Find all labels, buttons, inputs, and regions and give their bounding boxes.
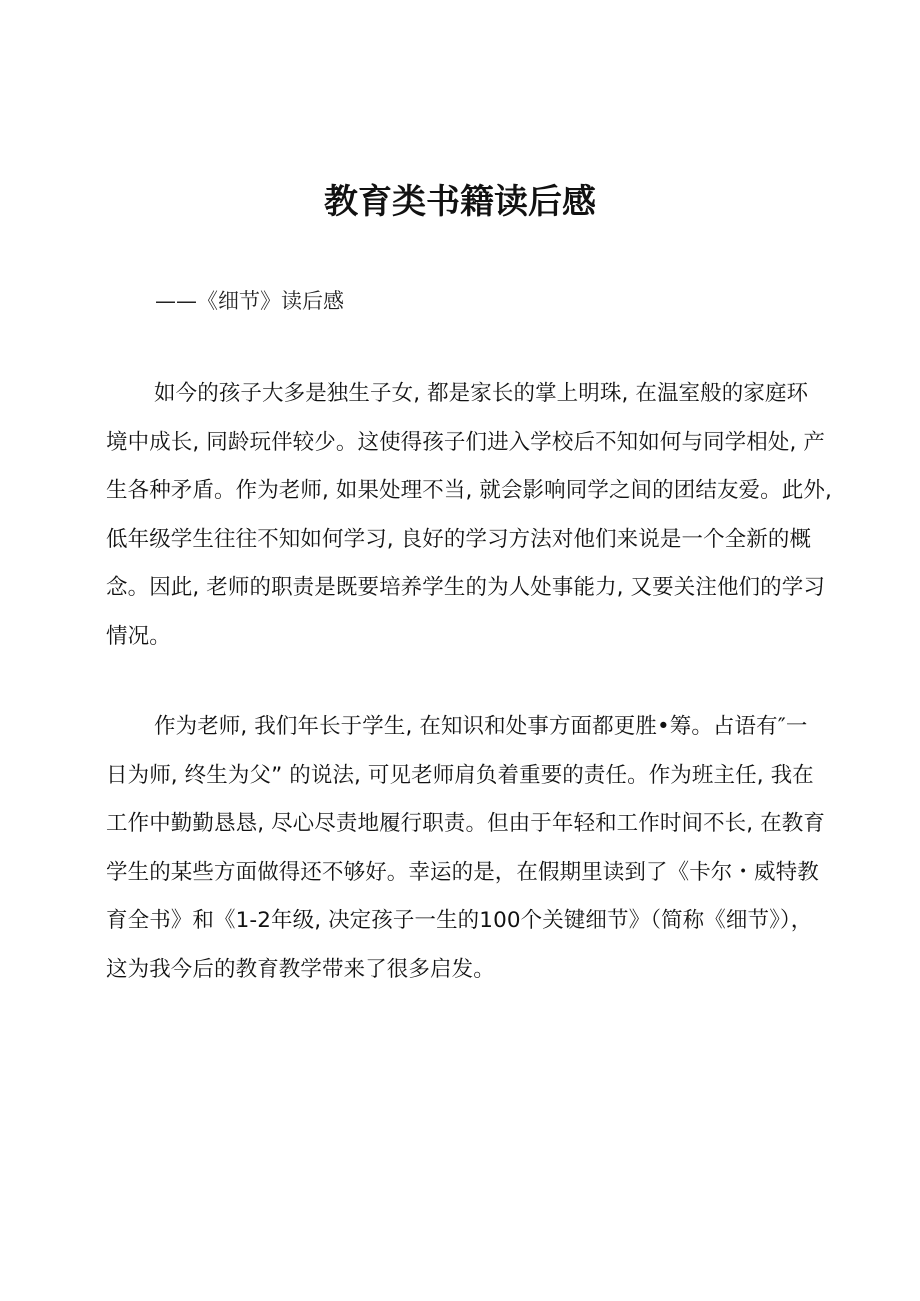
paragraph-line: 这为我今后的教育教学带来了很多启发。 (106, 956, 495, 982)
document-subtitle: ——《细节》读后感 (155, 289, 344, 313)
paragraph-line: 念。因此, 老师的职责是既要培养学生的为人处事能力, 又要关注他们的学习 (106, 575, 825, 600)
paragraph-line: 作为老师, 我们年长于学生, 在知识和处事方面都更胜•筹。占语有″一 (154, 714, 808, 739)
paragraph-1 (106, 370, 832, 661)
paragraph-line: 工作中勤勤恳恳, 尽心尽责地履行职责。但由于年轻和工作时间不长, 在教育 (106, 811, 825, 836)
paragraph-line: 日为师, 终生为父” 的说法, 可见老师肩负着重要的责任。作为班主任, 我在 (106, 762, 814, 788)
paragraph-2 (106, 703, 825, 994)
paragraph-line: 境中成长, 同龄玩伴较少。这使得孩子们进入学校后不知如何与同学相处, 产 (106, 429, 825, 455)
paragraph-line: 如今的孩子大多是独生子女, 都是家长的掌上明珠, 在温室般的家庭环 (154, 381, 809, 406)
document-title: 教育类书籍读后感 (324, 182, 596, 222)
paragraph-line: 育全书》和《1-2年级, 决定孩子一生的100个关键细节》（简称《细节》）， (106, 908, 813, 933)
paragraph-line: 情况。 (106, 623, 171, 649)
paragraph-line: 学生的某些方面做得还不够好。幸运的是，在假期里读到了《卡尔・威特教 (106, 859, 819, 885)
paragraph-line: 生各种矛盾。作为老师, 如果处理不当, 就会影响同学之间的团结友爱。此外, (106, 478, 832, 503)
paragraph-line: 低年级学生往往不知如何学习, 良好的学习方法对他们来说是一个全新的概 (106, 526, 812, 552)
